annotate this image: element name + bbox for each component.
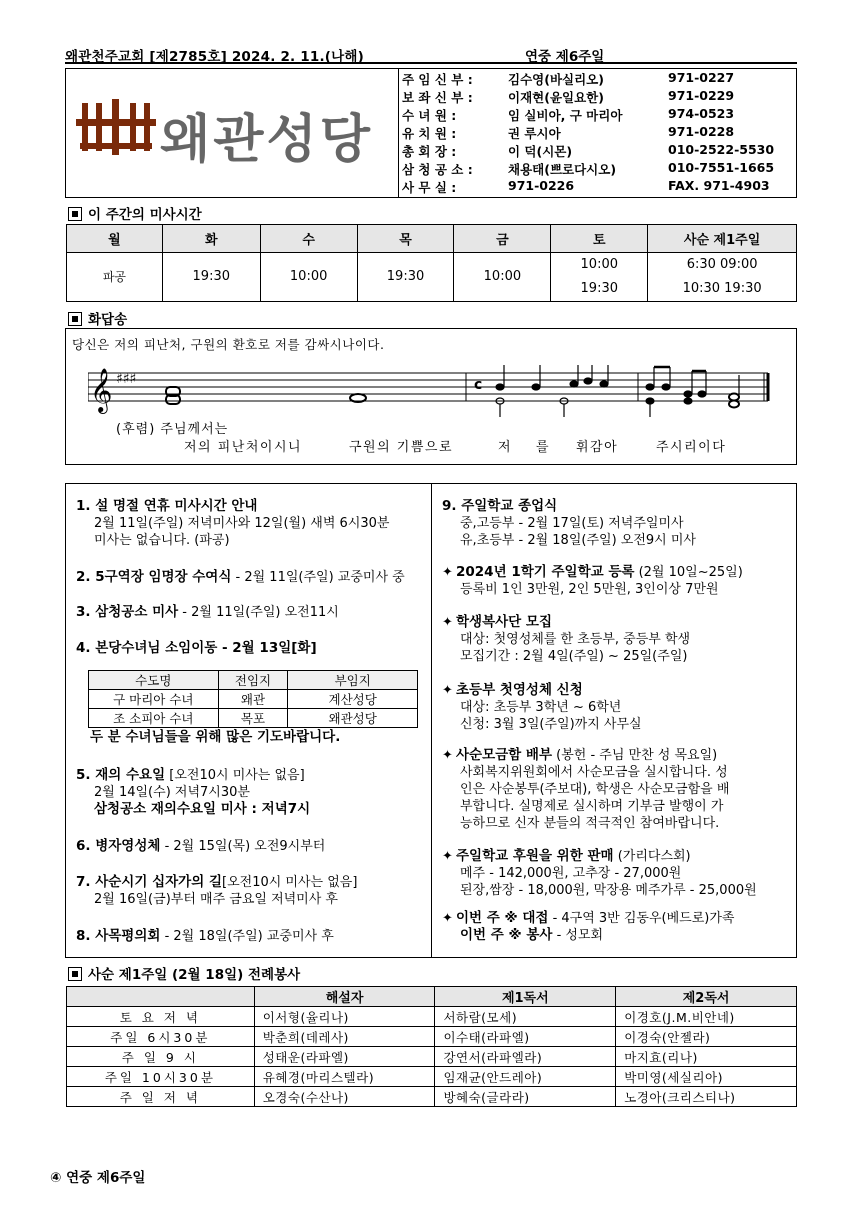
mass-slot: 주일 10시30분 <box>67 1067 255 1087</box>
page-footer: ④ 연중 제6주일 <box>50 1170 146 1186</box>
staff-name: 이 덕(시몬) <box>508 144 573 159</box>
staff-name: 971-0226 <box>508 178 575 193</box>
staff-row <box>400 141 796 159</box>
lyric-segment: 를 <box>536 440 551 455</box>
table-cell: 계산성당 <box>288 690 418 709</box>
staff-role: 총 회 장 : <box>402 144 457 159</box>
responsorial-psalm <box>65 328 797 465</box>
mass-slot: 토 요 저 녁 <box>67 1007 255 1027</box>
announcement-item: 7. 사순시기 십자가의 길[오전10시 미사는 없음] 2월 16일(금)부터 매주 금요일 저녁미사 후 <box>76 874 358 907</box>
bulletin-header-line <box>65 44 797 64</box>
day-header: 수 <box>260 225 357 253</box>
staff-role: 유 치 원 : <box>402 126 457 141</box>
square-bullet-icon <box>68 967 82 981</box>
column-header: 제1독서 <box>435 987 616 1007</box>
staff-name: 김수영(바실리오) <box>508 72 604 87</box>
parish-header <box>65 68 797 198</box>
announcement-item: 2. 5구역장 임명장 수여식 - 2월 11일(주일) 교중미사 중 <box>76 569 405 585</box>
day-header: 사순 제1주일 <box>648 225 797 253</box>
minister-name: 서하람(모세) <box>435 1007 616 1027</box>
staff-role: 삼 청 공 소 : <box>402 162 473 177</box>
svg-text:𝄞: 𝄞 <box>90 368 113 412</box>
mass-time-cell <box>454 253 551 302</box>
table-row <box>67 1007 797 1027</box>
announcement-item: ✦ 초등부 첫영성체 신청 대상: 초등부 3학년 ~ 6학년 신청: 3월 3일(주일)까지 사무실 <box>442 682 642 732</box>
announcement-item: 6. 병자영성체 - 2월 15일(목) 오전9시부터 <box>76 838 326 854</box>
minister-name: 이경숙(안젤라) <box>616 1027 797 1047</box>
minister-name: 성태운(라파엘) <box>254 1047 435 1067</box>
staff-row <box>400 159 796 177</box>
star-bullet-icon: ✦ <box>442 615 453 630</box>
announcement-item: 3. 삼청공소 미사 - 2월 11일(주일) 오전11시 <box>76 604 339 620</box>
star-bullet-icon: ✦ <box>442 565 453 580</box>
staff-phone: 971-0228 <box>668 124 735 139</box>
staff-row <box>400 177 796 195</box>
lyric-segment: 저의 피난처이시니 <box>184 440 303 455</box>
mass-time: 6:30 09:00 <box>686 257 758 272</box>
staff-role: 주 임 신 부 : <box>402 72 473 87</box>
refrain-label: (후렴) 주님께서는 <box>116 422 229 437</box>
staff-phone: 971-0229 <box>668 88 735 103</box>
minister-name: 방혜숙(글라라) <box>435 1087 616 1107</box>
staff-row <box>400 87 796 105</box>
announcement-item: 9. 주일학교 종업식 중,고등부 - 2월 17일(토) 저녁주일미사 유,초등부 - 2월 18일(주일) 오전9시 미사 <box>442 498 696 548</box>
announcement-item: ✦ 주일학교 후원을 위한 판매 (가리다스회) 메주 - 142,000원, 고추장 - 27,000원 된장,쌈장 - 18,000원, 막장용 메주가루 - 25,000원 <box>442 848 757 898</box>
day-header: 화 <box>162 225 260 253</box>
minister-name: 유혜경(마리스텔라) <box>254 1067 435 1087</box>
minister-name: 박춘희(데레사) <box>254 1027 435 1047</box>
mass-time: 19:30 <box>386 269 425 284</box>
staff-name: 권 루시아 <box>508 126 561 141</box>
minister-name: 임재균(안드레아) <box>435 1067 616 1087</box>
svg-text:c: c <box>474 377 483 393</box>
announcement-item: 8. 사목평의회 - 2월 18일(주일) 교중미사 후 <box>76 928 334 944</box>
table-cell: 왜관 <box>218 690 288 709</box>
announcement-item: ✦ 사순모금함 배부 (봉헌 - 주님 만찬 성 목요일) 사회복지위원회에서 사순모금을 실시합니다. 성 인은 사순봉투(주보대), 학생은 사순모금함을 배 부합니다. 실명제로 실시하며 기부금 발행이 가 능하므로 신자 분들의 적극적인 참여바랍니다. <box>442 747 730 831</box>
lyric-segment: 휘감아 <box>576 440 619 455</box>
announcement-item: ✦ 이번 주 ※ 대접 - 4구역 3반 김동우(베드로)가족 이번 주 ※ 봉사 - 성모회 <box>442 910 735 943</box>
staff-phone: 010-7551-1665 <box>668 160 775 175</box>
staff-directory <box>400 69 796 195</box>
mass-time-cell <box>162 253 260 302</box>
table-cell: 조 소피아 수녀 <box>89 709 219 728</box>
minister-name: 박미영(세실리아) <box>616 1067 797 1087</box>
table-row <box>67 1027 797 1047</box>
parish-name: 왜관성당 <box>160 110 373 170</box>
minister-name: 오경숙(수산나) <box>254 1087 435 1107</box>
table-cell: 왜관성당 <box>288 709 418 728</box>
mass-time: 19:30 <box>580 281 618 296</box>
column-divider <box>431 484 432 957</box>
table-row <box>67 1087 797 1107</box>
mass-time: 10:00 <box>483 269 522 284</box>
announcement-item: ✦ 학생복사단 모집 대상: 첫영성체를 한 초등부, 중등부 학생 모집기간 : 2월 4일(주일) ~ 25일(주일) <box>442 614 691 664</box>
mass-time-cell <box>357 253 454 302</box>
mass-time-cell <box>260 253 357 302</box>
response-section-title: 화답송 <box>66 308 127 328</box>
staff-row <box>400 105 796 123</box>
minister-name: 노경아(크리스티나) <box>616 1087 797 1107</box>
table-row <box>67 1067 797 1087</box>
bulletin-issue: 왜관천주교회 [제2785호] 2024. 2. 11.(나해) <box>65 49 365 65</box>
sisters-prayer-note: 두 분 수녀님들을 위해 많은 기도바랍니다. <box>90 729 341 745</box>
staff-name: 이재현(윤일요한) <box>508 90 604 105</box>
mass-time-cell <box>551 253 648 302</box>
mass-time: 10:00 <box>580 257 618 272</box>
mass-time-cell <box>67 253 163 302</box>
music-score <box>88 359 778 419</box>
mass-time: 10:00 <box>289 269 328 284</box>
mass-section-title: 이 주간의 미사시간 <box>66 203 202 223</box>
staff-phone: 974-0523 <box>668 106 735 121</box>
announcements-box <box>65 483 797 958</box>
square-bullet-icon <box>68 312 82 326</box>
staff-name: 임 실비아, 구 마리아 <box>508 108 623 123</box>
square-bullet-icon <box>68 207 82 221</box>
mass-time: 19:30 <box>192 269 230 284</box>
day-header: 목 <box>357 225 454 253</box>
minister-name: 마지효(리나) <box>616 1047 797 1067</box>
staff-role: 보 좌 신 부 : <box>402 90 473 105</box>
column-header: 부임지 <box>288 671 418 690</box>
minister-name: 이수태(라파엘) <box>435 1027 616 1047</box>
column-header <box>67 987 255 1007</box>
staff-phone: FAX. 971-4903 <box>668 178 770 193</box>
column-header: 수도명 <box>89 671 219 690</box>
mass-slot: 주 일 9 시 <box>67 1047 255 1067</box>
day-header: 월 <box>67 225 163 253</box>
staff-row <box>400 123 796 141</box>
minister-name: 이서형(율리나) <box>254 1007 435 1027</box>
mass-slot: 주일 6시30분 <box>67 1027 255 1047</box>
liturgy-section-title: 사순 제1주일 (2월 18일) 전례봉사 <box>66 963 300 983</box>
lyric-segment: 저 <box>498 440 513 455</box>
table-row <box>89 709 418 728</box>
column-header: 해설자 <box>254 987 435 1007</box>
announcement-item: ✦ 2024년 1학기 주일학교 등록 (2월 10일~25일) 등록비 1인 3만원, 2인 5만원, 3인이상 7만원 <box>442 564 743 597</box>
liturgical-week: 연중 제6주일 <box>525 49 605 65</box>
announcement-item: 4. 본당수녀님 소임이동 - 2월 13일[화] <box>76 640 317 656</box>
lyric-segment: 주시리이다 <box>656 440 727 455</box>
star-bullet-icon: ✦ <box>442 748 453 763</box>
mass-slot: 주 일 저 녁 <box>67 1087 255 1107</box>
liturgy-roster-table <box>66 986 797 1107</box>
table-cell: 구 마리아 수녀 <box>89 690 219 709</box>
cross-logo-icon <box>76 99 156 159</box>
staff-role: 수 녀 원 : <box>402 108 457 123</box>
table-row <box>67 1047 797 1067</box>
table-cell: 목포 <box>218 709 288 728</box>
star-bullet-icon: ✦ <box>442 683 453 698</box>
minister-name: 강연서(라파엘라) <box>435 1047 616 1067</box>
mass-time-cell <box>648 253 797 302</box>
table-row <box>89 690 418 709</box>
column-header: 전임지 <box>218 671 288 690</box>
column-header: 제2독서 <box>616 987 797 1007</box>
staff-phone: 010-2522-5530 <box>668 142 775 157</box>
mass-time: 10:30 19:30 <box>682 281 762 296</box>
svg-text:♯♯♯: ♯♯♯ <box>116 371 137 387</box>
announcement-item: 1. 설 명절 연휴 미사시간 안내 2월 11일(주일) 저녁미사와 12일(월) 새벽 6시30분 미사는 없습니다. (파공) <box>76 498 390 548</box>
announcement-item: 5. 재의 수요일 [오전10시 미사는 없음] 2월 14일(수) 저녁7시30분 삼청공소 재의수요일 미사 : 저녁7시 <box>76 767 311 817</box>
staff-name: 채용태(쁘로다시오) <box>508 162 617 177</box>
staff-phone: 971-0227 <box>668 70 735 85</box>
star-bullet-icon: ✦ <box>442 911 453 926</box>
parish-logo <box>66 69 399 197</box>
mass-schedule-table <box>66 224 797 302</box>
day-header: 토 <box>551 225 648 253</box>
staff-row <box>400 69 796 87</box>
lyric-segment: 구원의 기쁨으로 <box>349 440 454 455</box>
psalm-verse: 당신은 저의 피난처, 구원의 환호로 저를 감싸시나이다. <box>72 337 385 352</box>
star-bullet-icon: ✦ <box>442 849 453 864</box>
mass-time: 파공 <box>102 270 126 284</box>
day-header: 금 <box>454 225 551 253</box>
sisters-transfer-table <box>88 670 418 728</box>
staff-role: 사 무 실 : <box>402 180 457 195</box>
minister-name: 이경호(J.M.비안네) <box>616 1007 797 1027</box>
